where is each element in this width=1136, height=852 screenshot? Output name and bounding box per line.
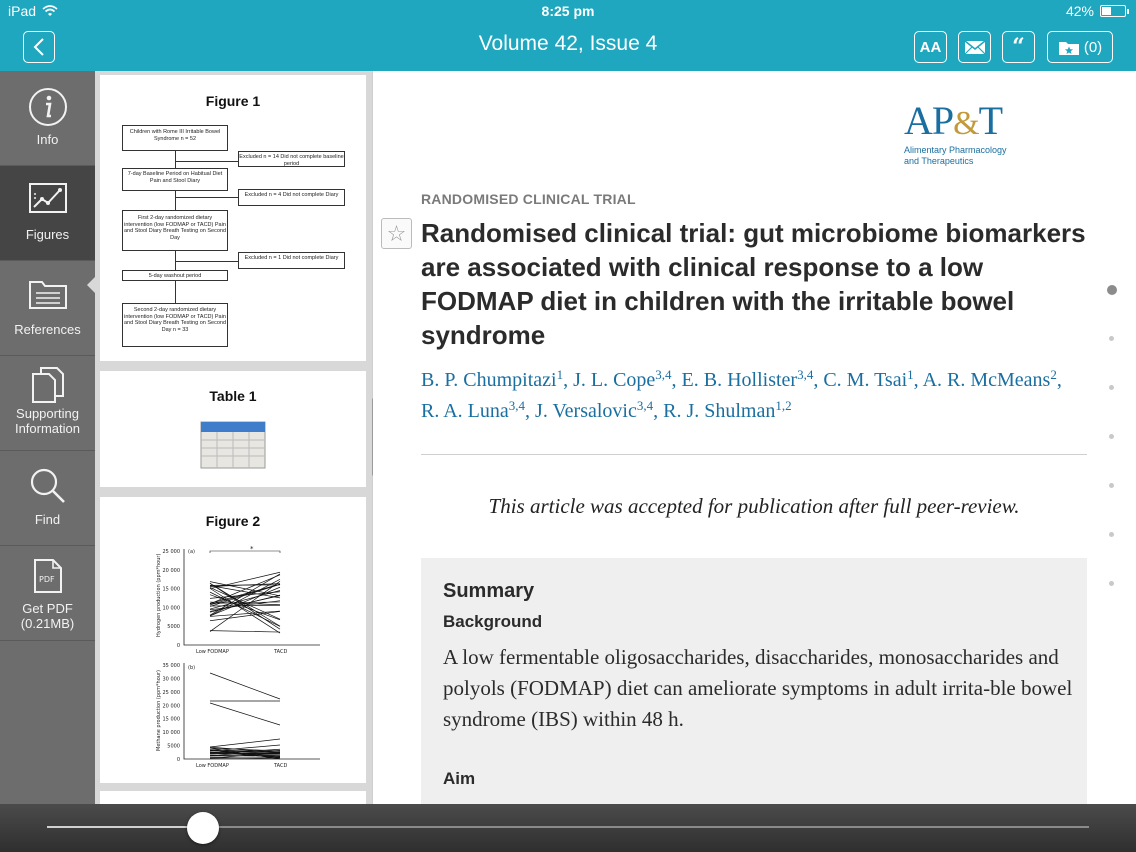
page-dot[interactable]: [1109, 434, 1114, 439]
chart-icon: [28, 182, 68, 216]
table-icon: [200, 421, 266, 469]
page-dot[interactable]: [1107, 285, 1117, 295]
author-name[interactable]: C. M. Tsai: [823, 369, 908, 391]
search-icon: [29, 467, 67, 505]
figure-2-thumbnail[interactable]: [100, 497, 366, 783]
flow-box: Excluded n = 14 Did not complete baseline period: [238, 151, 345, 167]
pdf-icon: [33, 558, 63, 594]
email-button[interactable]: [958, 31, 991, 63]
svg-text:5000: 5000: [167, 743, 180, 750]
summary-heading: Summary: [443, 580, 535, 602]
flow-box: 7-day Baseline Period on Habitual Diet Pain and Stool Diary: [122, 168, 228, 191]
background-text: A low fermentable oligosaccharides, disaccharides, monosaccharides and polyols (FODMAP) diet can ameliorate symptoms in adult irrita-ble bowel syndrome (IBS) within 48 h.: [443, 645, 1073, 731]
figure-2-title: Figure 2: [205, 513, 261, 529]
favorite-button[interactable]: [381, 218, 412, 249]
author-affiliation: 3,4: [655, 367, 672, 382]
tab-figures[interactable]: [0, 166, 95, 261]
table-1-title: Table 1: [209, 388, 257, 404]
journal-name-line2: and Therapeutics: [904, 156, 974, 166]
author-name[interactable]: J. Versalovic: [535, 400, 637, 422]
svg-text:Methane production (ppm*hour): Methane production (ppm*hour): [156, 670, 162, 751]
svg-text:(b): (b): [188, 665, 196, 671]
svg-text:(a): (a): [188, 549, 195, 555]
author-name[interactable]: E. B. Hollister: [681, 369, 798, 391]
font-size-label: AA: [919, 38, 942, 56]
svg-text:Low FODMAP: Low FODMAP: [196, 763, 229, 769]
svg-text:0: 0: [176, 643, 180, 649]
svg-text:*: *: [250, 545, 254, 553]
svg-text:30 000: 30 000: [162, 676, 180, 683]
tab-supporting-information-label: Supporting Information: [14, 406, 81, 436]
saved-count: (0): [1083, 38, 1103, 56]
article-view[interactable]: [373, 71, 1136, 804]
svg-text:Low FODMAP: Low FODMAP: [196, 649, 229, 655]
envelope-icon: [964, 40, 986, 55]
battery-icon: [1100, 5, 1126, 17]
table-1-thumbnail[interactable]: [100, 371, 366, 487]
background-heading: Background: [443, 612, 543, 631]
figure-thumbnail-panel[interactable]: [95, 71, 372, 804]
author-list: B. P. Chumpitazi$^1$, J. L. Cope$^{3,4}$, E. B. Hollister$^{3,4}$, C. M. Tsai$^1$, A. R. McMeans$^2$, R. A. Luna$^{3,4}$, J. Versalovic$^{3,4}$, R. J. Shulman$^{1,2}$: [421, 367, 1062, 422]
peer-review-note: This article was accepted for publication after full peer-review.: [488, 494, 1020, 518]
author-name[interactable]: A. R. McMeans: [922, 369, 1051, 391]
quote-icon: “: [1012, 34, 1025, 60]
scrubber-thumb[interactable]: [187, 812, 219, 844]
tab-figures-label: Figures: [25, 227, 70, 242]
journal-logo-mark: AP&T: [904, 98, 1003, 143]
svg-text:15 000: 15 000: [162, 716, 180, 723]
tab-find[interactable]: [0, 451, 95, 546]
tab-info-label: Info: [36, 132, 59, 147]
author-name[interactable]: R. A. Luna: [421, 400, 509, 422]
flow-box: Excluded n = 1 Did not complete Diary: [238, 252, 345, 269]
clock: 8:25 pm: [541, 3, 595, 19]
page-dot[interactable]: [1109, 532, 1114, 537]
author-affiliation: 2: [1050, 367, 1057, 382]
author-affiliation: 1: [907, 367, 914, 382]
svg-text:10 000: 10 000: [162, 730, 180, 737]
svg-text:Hydrogen production (ppm*hour): Hydrogen production (ppm*hour): [156, 553, 162, 637]
svg-text:TACD: TACD: [274, 763, 288, 769]
flow-box: Children with Rome III Irritable Bowel Syndrome n = 52: [122, 125, 228, 151]
nav-bar: [0, 22, 1136, 71]
svg-text:TACD: TACD: [274, 649, 288, 655]
battery-percent: 42%: [1065, 3, 1094, 19]
figure-1-title: Figure 1: [205, 93, 261, 109]
page-dot[interactable]: [1109, 336, 1114, 341]
figure-1-thumbnail[interactable]: [100, 75, 366, 361]
svg-text:25 000: 25 000: [162, 689, 180, 696]
author-name[interactable]: B. P. Chumpitazi: [421, 369, 557, 391]
page-dot[interactable]: [1109, 385, 1114, 390]
author-name[interactable]: R. J. Shulman: [663, 400, 776, 422]
issue-title: Volume 42, Issue 4: [478, 32, 658, 55]
summary-section: [421, 558, 1087, 804]
saved-articles-button[interactable]: [1047, 31, 1113, 63]
tab-references[interactable]: [0, 261, 95, 356]
tab-get-pdf[interactable]: [0, 546, 95, 641]
next-thumbnail[interactable]: [100, 791, 366, 804]
font-size-button[interactable]: [914, 31, 947, 63]
svg-text:PDF: PDF: [38, 575, 55, 584]
aim-heading: Aim: [443, 769, 476, 788]
star-icon: ☆: [386, 220, 407, 246]
page-dot[interactable]: [1109, 483, 1114, 488]
author-affiliation: 3,4: [636, 398, 654, 413]
tab-supporting-information[interactable]: [0, 356, 95, 451]
device-label: iPad: [8, 3, 37, 19]
flow-box: 5-day washout period: [122, 270, 228, 281]
page-dot[interactable]: [1109, 581, 1114, 586]
cite-button[interactable]: [1002, 31, 1035, 63]
folder-icon: [28, 277, 68, 311]
journal-name-line1: Alimentary Pharmacology: [904, 145, 1007, 155]
article-type: RANDOMISED CLINICAL TRIAL: [421, 191, 636, 207]
flow-box: First 2-day randomized dietary intervention (low FODMAP or TACD) Pain and Stool Diary Breath Testing on Second Day: [122, 210, 228, 251]
svg-text:35 000: 35 000: [162, 663, 180, 669]
tab-references-label: References: [14, 322, 81, 337]
svg-text:20 000: 20 000: [162, 703, 180, 710]
svg-text:5000: 5000: [167, 624, 180, 631]
tab-find-label: Find: [34, 512, 61, 527]
status-bar: [0, 0, 1136, 22]
svg-text:0: 0: [176, 757, 180, 763]
separator: [421, 454, 1087, 455]
side-tab-bar: [0, 71, 95, 804]
documents-icon: [31, 366, 65, 404]
page-scrubber-bar: [0, 804, 1136, 852]
tab-get-pdf-label: Get PDF (0.21MB): [20, 601, 75, 631]
author-affiliation: 1,2: [775, 398, 792, 413]
journal-logo: [904, 98, 1007, 166]
folder-star-icon: [1058, 39, 1080, 56]
figure-2-mini-chart: [100, 539, 366, 779]
info-icon: [28, 87, 68, 127]
article-title: Randomised clinical trial: gut microbiome biomarkers are associated with clinical response to a low FODMAP diet in children with the irritable bowel syndrome: [421, 218, 1086, 350]
svg-text:15 000: 15 000: [162, 586, 180, 593]
svg-text:20 000: 20 000: [162, 567, 180, 574]
flow-box: Second 2-day randomized dietary intervention (low FODMAP or TACD) Pain and Stool Diary Breath Testing on Second Day n = 33: [122, 303, 228, 347]
author-affiliation: 1: [556, 367, 564, 382]
author-affiliation: 3,4: [797, 367, 814, 382]
svg-text:25 000: 25 000: [162, 549, 180, 555]
author-name[interactable]: J. L. Cope: [573, 369, 656, 391]
flow-box: Excluded n = 4 Did not complete Diary: [238, 189, 345, 206]
tab-info[interactable]: [0, 71, 95, 166]
svg-text:10 000: 10 000: [162, 605, 180, 612]
author-affiliation: 3,4: [508, 398, 526, 413]
